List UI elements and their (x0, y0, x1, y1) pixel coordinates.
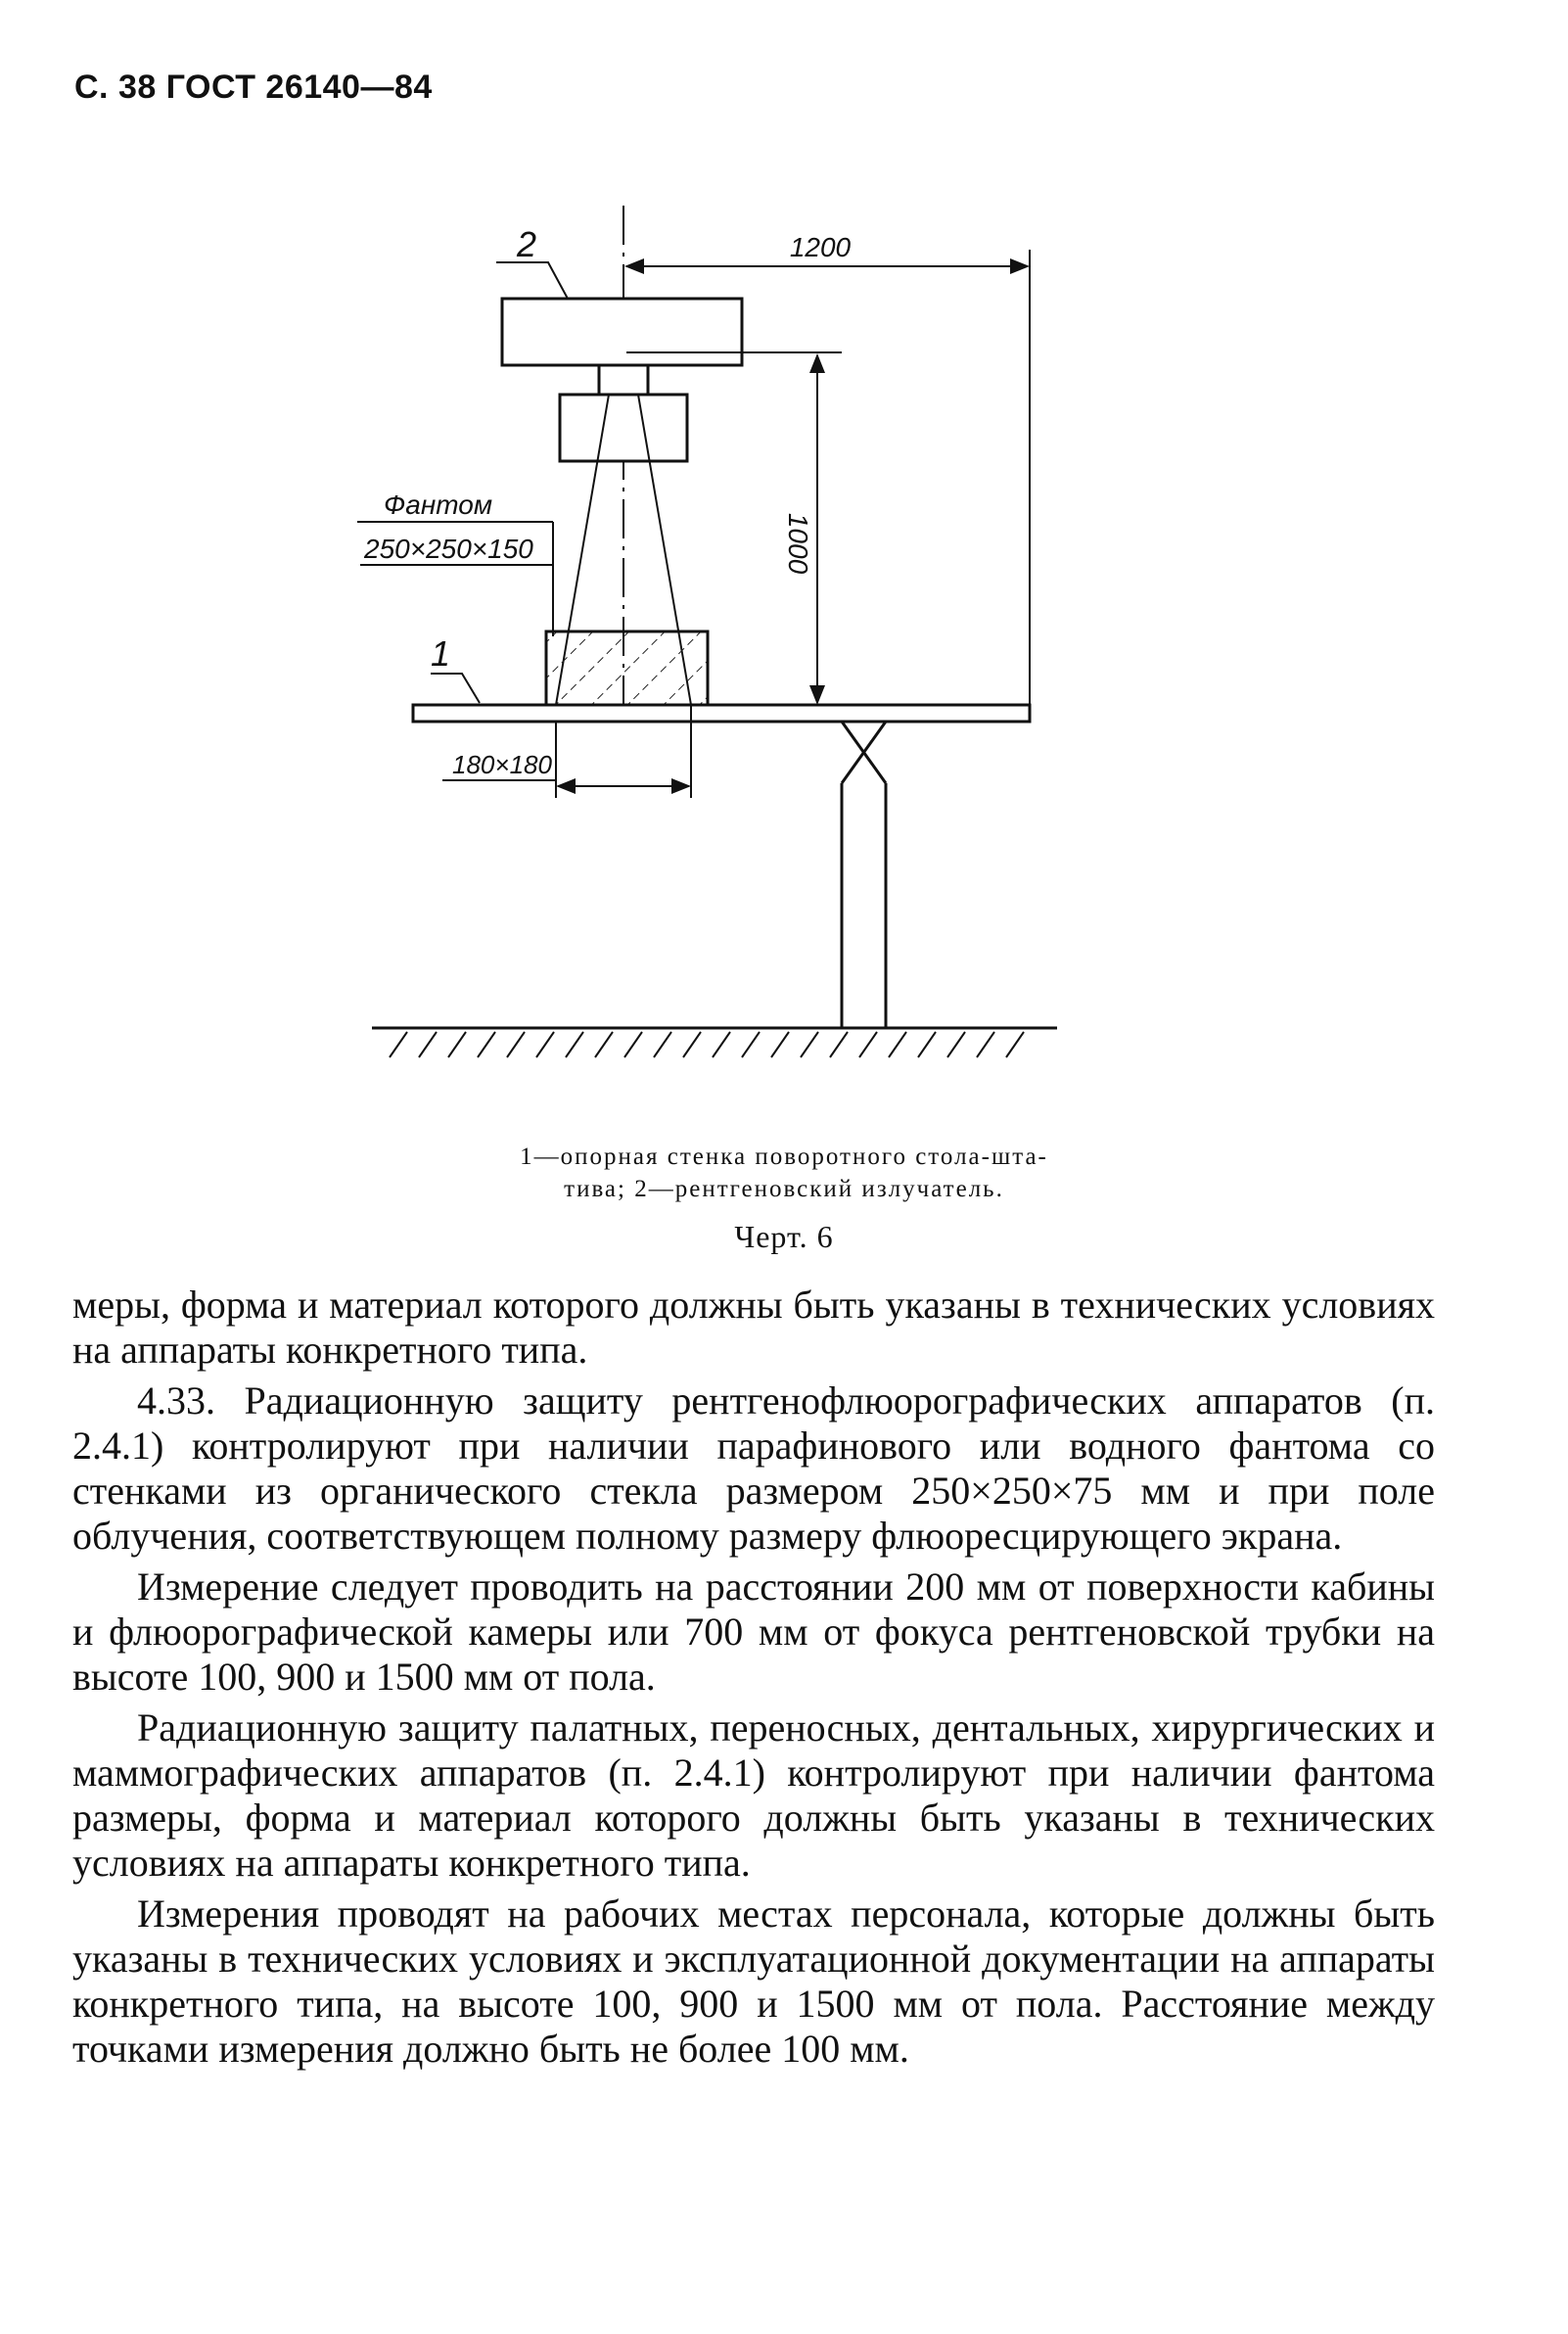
callout-2: 2 (517, 224, 537, 264)
collimator (560, 395, 687, 461)
phantom-size-label: 250×250×150 (364, 534, 533, 564)
phantom-label: Фантом (384, 490, 493, 520)
field-size-label: 180×180 (452, 750, 552, 779)
support-wall (413, 705, 1030, 722)
callout-1: 1 (431, 633, 451, 674)
caption-line-1: 1—опорная стенка поворотного стола-шта- (520, 1144, 1048, 1170)
technical-drawing (0, 0, 1568, 1136)
emitter-neck (599, 365, 648, 395)
xray-emitter (502, 299, 742, 365)
paragraph-1: меры, форма и материал которого должны быть указаны в технических условиях на аппараты конкретного типа. (72, 1283, 1435, 1372)
figure-label: Черт. 6 (734, 1219, 834, 1254)
paragraph-4: Радиационную защиту палатных, переносных, дентальных, хирургических и маммографических аппаратов (п. 2.4.1) контролируют при наличии фантома размеры, форма и материал которого должны быть указаны в технических условиях на аппараты конкретного типа. (72, 1705, 1435, 1885)
dim-1000-label: 1000 (783, 512, 813, 575)
paragraph-5: Измерения проводят на рабочих местах персонала, которые должны быть указаны в технических условиях и эксплуатационной документации на аппараты конкретного типа, на высоте 100, 900 и 1500 мм от пола. Расстояние между точками измерения должно быть не более 100 мм. (72, 1891, 1435, 2071)
caption-line-2: тива; 2—рентгеновский излучатель. (564, 1176, 1004, 1202)
dim-1200-label: 1200 (789, 232, 852, 262)
figure-caption (0, 1141, 1568, 1205)
paragraph-3: Измерение следует проводить на расстоянии 200 мм от поверхности кабины и флюорографической камеры или 700 мм от фокуса рентгеновской трубки на высоте 100, 900 и 1500 мм от пола. (72, 1564, 1435, 1699)
floor-hatching (390, 1032, 1024, 1057)
page-header: С. 38 ГОСТ 26140—84 (74, 69, 433, 106)
phantom-block (546, 631, 708, 705)
paragraph-2: 4.33. Радиационную защиту рентгенофлюорографических аппаратов (п. 2.4.1) контролируют при наличии парафинового или водного фантома со стенками из органического стекла размером 250×250×75 мм и при поле облучения, соответствующем полному размеру флюоресцирующего экрана. (72, 1378, 1435, 1558)
body-text (72, 1283, 1435, 2077)
